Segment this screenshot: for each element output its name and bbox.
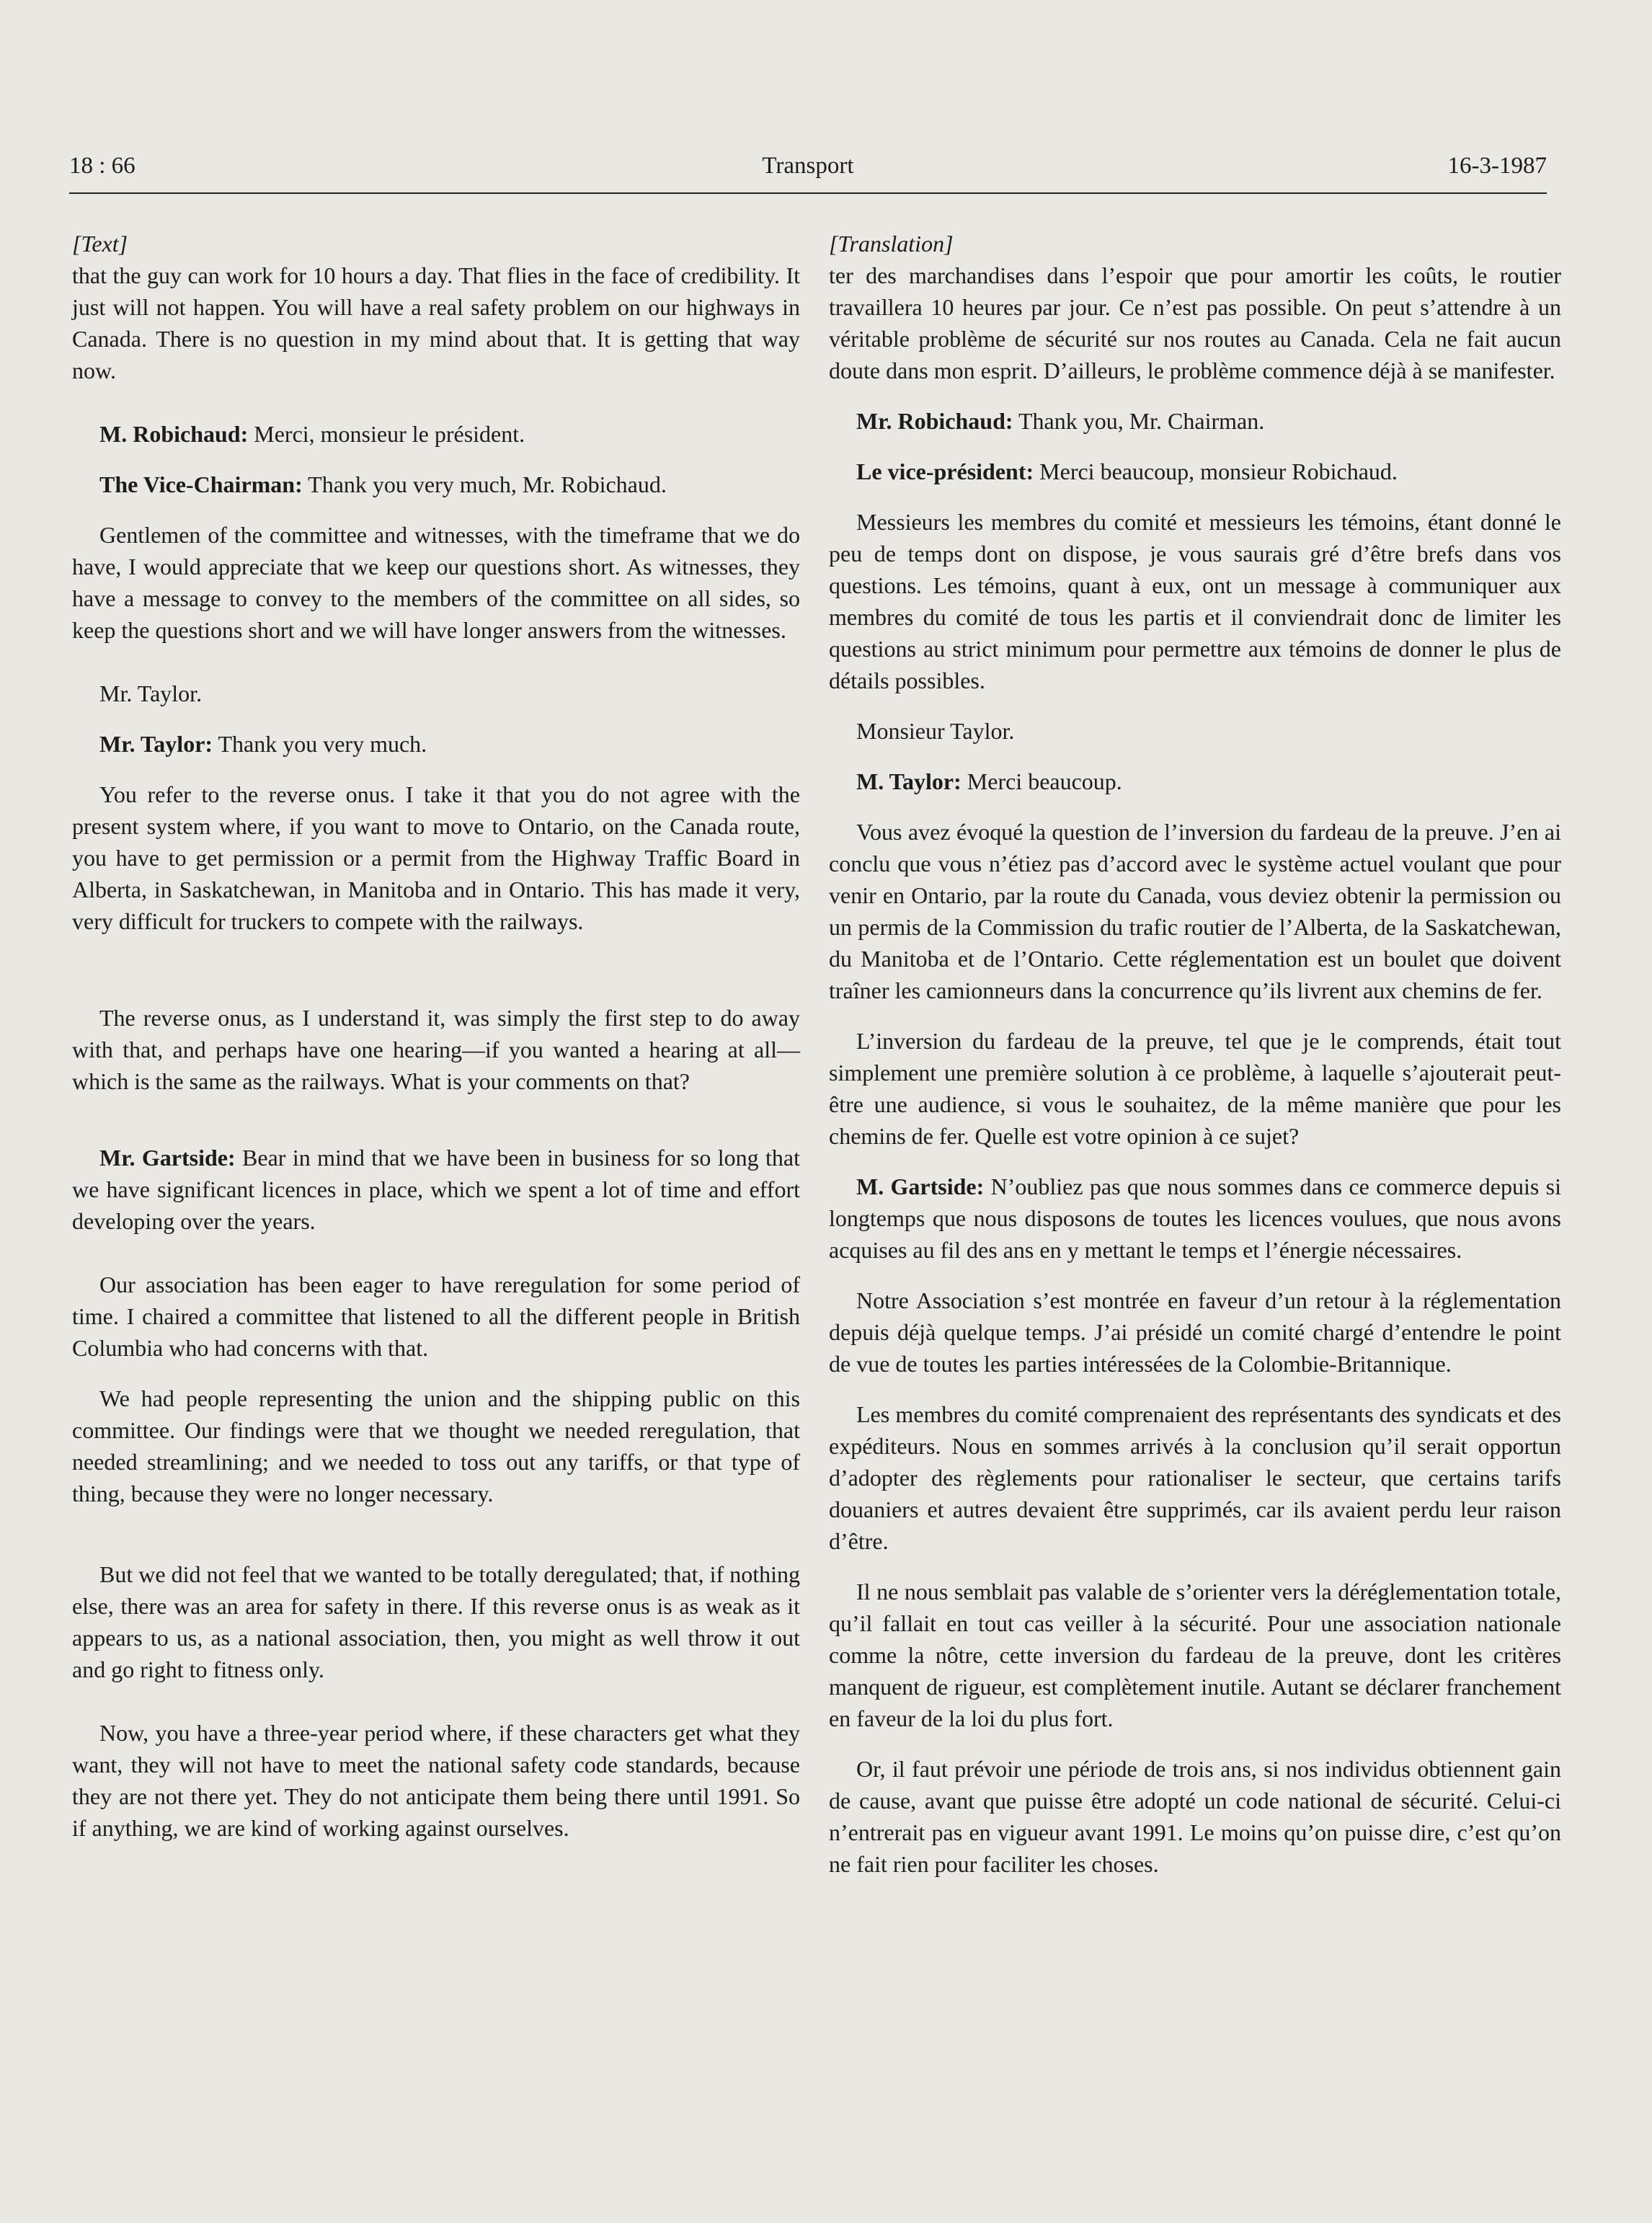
paragraph: Il ne nous semblait pas valable de s’orienter vers la déréglementation totale, qu’il fallait en tout cas veiller à la sécurité. Pour une association nationale comme la nôtre, cette inversion du fardeau de la preuve, dont les critères manquent de rigueur, est complètement inutile. Autant se déclarer franchement en faveur de la loi du plus fort. (829, 1579, 1561, 1731)
paragraph: L’inversion du fardeau de la preuve, tel que je le comprends, était tout simplement une première solution à ce problème, à laquelle s’ajouterait peut-être une audience, si vous le souhaitez, de la même manière que pour les chemins de fer. Quelle est votre opinion à ce sujet? (829, 1028, 1561, 1149)
paragraph: Les membres du comité comprenaient des représentants des syndicats et des expéditeurs. Nous en sommes arrivés à la conclusion qu’il serait opportun d’adopter des règlements pour rationaliser le secteur, que certains tarifs douaniers et autres devaient être supprimés, car ils avaient perdu leur raison d’être. (829, 1401, 1561, 1554)
speech-text: N’oubliez pas que nous sommes dans ce commerce depuis si longtemps que nous disposons de toutes les licences voulues, que nous avons acquises au fil des ans en y mettant le temps et l’énergie nécessaires. (829, 1173, 1562, 1263)
paragraph: Messieurs les membres du comité et messieurs les témoins, étant donné le peu de temps dont on dispose, je vous saurais gré d’être brefs dans vos questions. Les témoins, quant à eux, ont un message à communiquer aux membres du comité de tous les partis et il conviendrait donc de limiter les questions au strict minimum pour permettre aux témoins de donner le plus de détails possibles. (829, 509, 1561, 693)
speaker-paragraph (829, 456, 1561, 487)
speaker-paragraph (829, 766, 1561, 797)
speaker-paragraph (829, 405, 1561, 437)
speech-text: Merci beaucoup, monsieur Robichaud. (1034, 458, 1398, 484)
speaker-paragraph (72, 1142, 800, 1237)
page-title: Transport (762, 153, 854, 179)
speaker-paragraph (72, 418, 800, 450)
paragraph: Gentlemen of the committee and witnesses, with the timeframe that we do have, I would appreciate that we keep our questions short. As witnesses, they have a message to convey to the members of the committee on all sides, so keep the questions short and we will have longer answers from the witnesses. (72, 522, 800, 643)
header-date: 16-3-1987 (1447, 153, 1547, 179)
speaker-name: M. Robichaud: (99, 421, 249, 447)
column-label: [Text] (72, 231, 128, 257)
speaker-name: Le vice-président: (856, 458, 1034, 484)
speaker-paragraph (72, 728, 800, 760)
paragraph: Our association has been eager to have reregulation for some period of time. I chaired a committee that listened to all the different people in British Columbia who had concerns with that. (72, 1272, 800, 1361)
english-column (72, 228, 800, 1844)
paragraph: Notre Association s’est montrée en faveur d’un retour à la réglementation depuis déjà quelque temps. J’ai présidé un comité chargé d’entendre le point de vue de toutes les parties intéressées de la Colombie-Britannique. (829, 1287, 1561, 1377)
speech-text: Thank you, Mr. Chairman. (1013, 408, 1265, 434)
french-column (829, 228, 1561, 1880)
paragraph: The reverse onus, as I understand it, was simply the first step to do away with that, and perhaps have one hearing—if you wanted a hearing at all—which is the same as the railways. What is your comments on that? (72, 1005, 800, 1094)
paragraph: Vous avez évoqué la question de l’inversion du fardeau de la preuve. J’en ai conclu que vous n’étiez pas d’accord avec le système actuel voulant que pour venir en Ontario, par la route du Canada, vous deviez obtenir la permission ou un permis de la Commission du trafic routier de l’Alberta, de la Saskatchewan, du Manitoba et de l’Ontario. Cette réglementation est un boulet que doivent traîner les camionneurs dans la concurrence qu’ils livrent aux chemins de fer. (829, 819, 1561, 1003)
speech-text: Bear in mind that we have been in business for so long that we have significant licences in place, which we spent a lot of time and effort developing over the years. (72, 1145, 801, 1234)
paragraph: that the guy can work for 10 hours a day. That flies in the face of credibility. It just will not happen. You will have a real safety problem on our highways in Canada. There is no question in my mind about that. It is getting that way now. (72, 262, 800, 383)
speaker-name: Mr. Taylor: (99, 731, 213, 757)
paragraph: ter des marchandises dans l’espoir que pour amortir les coûts, le routier travaillera 10 heures par jour. Ce n’est pas possible. On peut s’attendre à un véritable problème de sécurité sur nos routes au Canada. Cela ne fait aucun doute dans mon esprit. D’ailleurs, le problème commence déjà à se manifester. (829, 262, 1561, 383)
page-number: 18 : 66 (69, 153, 136, 179)
speaker-name: M. Taylor: (856, 768, 962, 794)
speaker-name: The Vice-Chairman: (99, 471, 303, 497)
paragraph: Mr. Taylor. (99, 680, 203, 706)
speech-text: Merci beaucoup. (961, 768, 1122, 794)
speech-text: Merci, monsieur le président. (248, 421, 525, 447)
speaker-name: Mr. Robichaud: (856, 408, 1013, 434)
speaker-name: M. Gartside: (856, 1173, 985, 1199)
page-header (69, 153, 1547, 196)
paragraph: We had people representing the union and the shipping public on this committee. Our findings were that we thought we needed reregulation, that needed streamlining; and we needed to toss out any tariffs, or that type of thing, because they were no longer necessary. (72, 1385, 800, 1507)
header-rule (69, 192, 1547, 194)
paragraph: Now, you have a three-year period where, if these characters get what they want, they will not have to meet the national safety code standards, because they are not there yet. They do not anticipate them being there until 1991. So if anything, we are kind of working against ourselves. (72, 1720, 800, 1841)
speaker-name: Mr. Gartside: (99, 1145, 236, 1171)
paragraph: You refer to the reverse onus. I take it that you do not agree with the present system where, if you want to move to Ontario, on the Canada route, you have to get permission or a permit from the Highway Traffic Board in Alberta, in Saskatchewan, in Manitoba and in Ontario. This has made it very, very difficult for truckers to compete with the railways. (72, 781, 800, 934)
paragraph: Or, il faut prévoir une période de trois ans, si nos individus obtiennent gain de cause, avant que puisse être adopté un code national de sécurité. Celui-ci n’entrerait pas en vigueur avant 1991. Le moins qu’on puisse dire, c’est qu’on ne fait rien pour faciliter les choses. (829, 1756, 1561, 1877)
speech-text: Thank you very much. (213, 731, 427, 757)
speech-text: Thank you very much, Mr. Robichaud. (302, 471, 667, 497)
speaker-paragraph (72, 469, 800, 500)
speaker-paragraph (829, 1171, 1561, 1266)
paragraph: But we did not feel that we wanted to be totally deregulated; that, if nothing else, there was an area for safety in there. If this reverse onus is as weak as it appears to us, as a national association, then, you might as well throw it out and go right to fitness only. (72, 1561, 800, 1682)
paragraph: Monsieur Taylor. (856, 718, 1015, 744)
column-label: [Translation] (829, 231, 954, 257)
